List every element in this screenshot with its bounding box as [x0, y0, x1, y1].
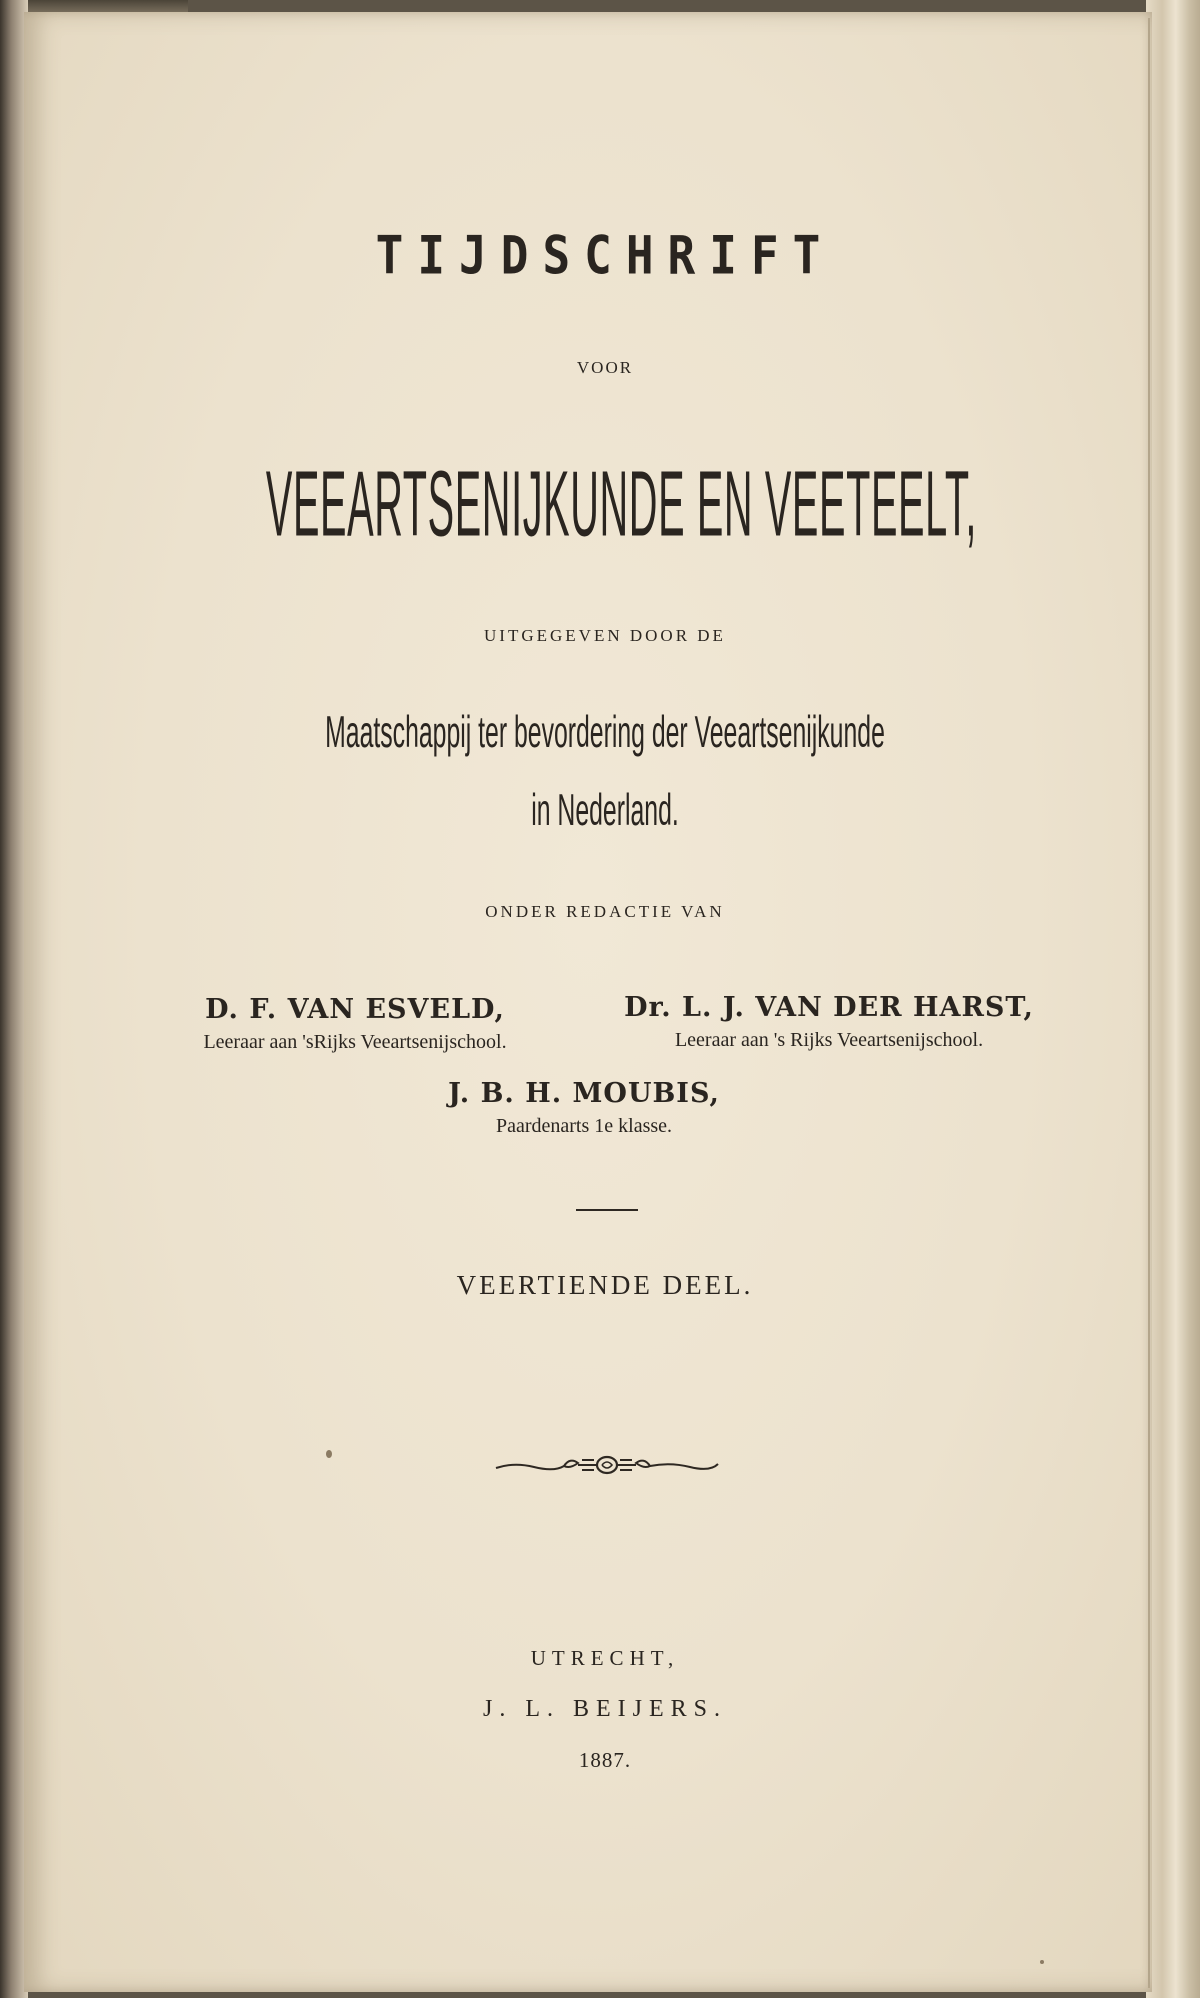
volume-number: VEERTIENDE DEEL. [456, 1270, 754, 1300]
journal-title: TIJDSCHRIFT [375, 223, 835, 287]
editorship-label: ONDER REDACTIE VAN [485, 902, 725, 921]
editor-esveld [120, 994, 590, 1054]
page-edge-line [1148, 18, 1150, 1988]
preposition-voor: VOOR [576, 358, 634, 377]
editor-role: Leeraar aan 'sRijks Veeartsenijschool. [203, 1031, 507, 1053]
publication-city: UTRECHT, [530, 1646, 680, 1670]
editor-name: J. B. H. MOUBIS, [448, 1078, 720, 1109]
editor-role: Leeraar aan 's Rijks Veeartsenijschool. [674, 1029, 984, 1051]
published-by-label: UITGEGEVEN DOOR DE [484, 626, 726, 645]
editor-name: D. F. VAN ESVELD, [205, 994, 505, 1025]
editor-moubis [324, 1078, 844, 1138]
page-stack-edge [1146, 0, 1200, 1998]
decorative-ornament-icon [494, 1452, 720, 1478]
paper-speck [326, 1450, 332, 1458]
journal-subject: VEEARTSENIJKUNDE EN VEETEELT, [265, 451, 977, 556]
publisher-name: J. L. BEIJERS. [482, 1696, 727, 1722]
section-divider [576, 1209, 638, 1211]
paper-speck [1040, 1960, 1044, 1964]
editor-role: Paardenarts 1e klasse. [495, 1115, 673, 1137]
society-name-continued: in Nederland. [531, 786, 679, 836]
editor-name: Dr. L. J. VAN DER HARST, [624, 992, 1034, 1023]
society-name: Maatschappij ter bevordering der Veeartsenijkunde [325, 708, 885, 758]
editor-harst [594, 992, 1064, 1052]
publication-year: 1887. [578, 1748, 632, 1772]
